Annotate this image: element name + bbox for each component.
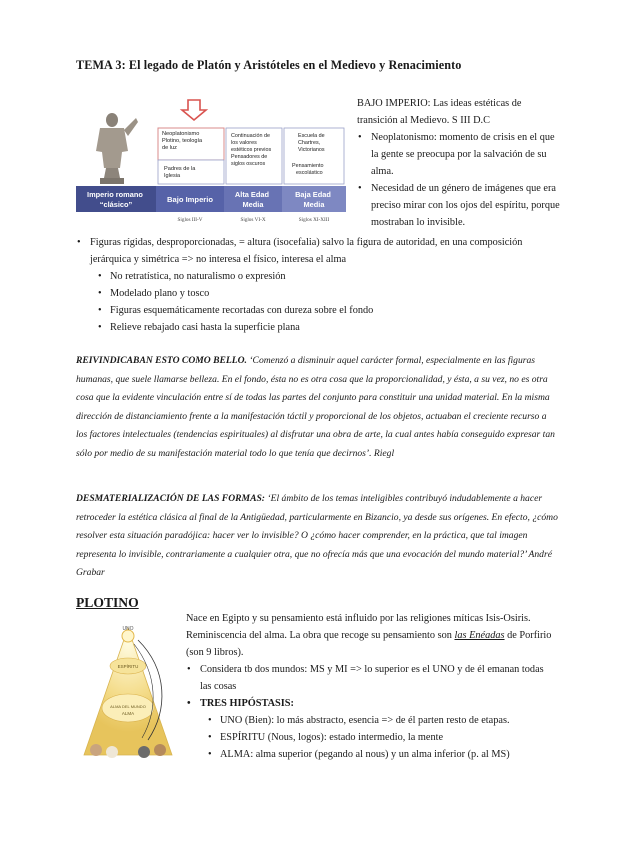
period-baja-edad-media: Baja Edad Media (295, 190, 331, 209)
alma-mundo-label: ALMA DEL MUNDO (110, 704, 146, 709)
list-item: • No retratística, no naturalismo o expresión (98, 268, 554, 285)
reivindicaban-text: ‘Comenzó a disminuir aquel carácter formal, especialmente en las figuras humanas, que suele llamarse belleza. En el fondo, ésta no es otra cosa que la proporcionalidad, y ésta, a su vez, no es otra cosa que la evidente vinculación entre sí de todas las partes del conjunto para constituir una unidad material. En la misma dirección de distanciamiento frente a la manifestación táctil y proporcional de los objetos, actuaban el creciente recurso a los factores intelectuales (tendencias espirituales) al disfrutar una obra de arte, la cual antes había conseguido expresar tan sólo por medio de su manifestación material todo lo que tenía que decirnos’. Riegl (76, 355, 555, 459)
period-bajo-imperio: Bajo Imperio (167, 195, 213, 204)
list-item: • Necesidad de un género de imágenes que era preciso mirar con los ojos del espíritu, porque mostraban lo invisible. (357, 180, 562, 231)
eneadas-title: las Enéadas (454, 630, 505, 641)
bajo-imperio-intro: BAJO IMPERIO: Las ideas estéticas de transición al Medievo. S III D.C (357, 98, 522, 126)
list-item: • Figuras esquemáticamente recortadas con dureza sobre el fondo (98, 302, 554, 319)
list-item: • Considera tb dos mundos: MS y MI => lo superior es el UNO y de él emanan todas las cosas (186, 661, 556, 695)
plotino-section (186, 610, 556, 763)
box-escuela-chartres: Escuela de Chartres, Victorianos (298, 133, 325, 153)
uno-label: UNO (122, 626, 134, 632)
desmaterializacion-paragraph (76, 490, 559, 583)
list-item: • ALMA: alma superior (pegando al nous) y un alma inferior (p. al MS) (208, 746, 556, 763)
box-padres-iglesia: Padres de la Iglesia (164, 166, 196, 179)
period-imperio-romano: Imperio romano “clásico” (87, 190, 143, 209)
reivindicaban-label: REIVINDICABAN ESTO COMO BELLO. (76, 355, 247, 366)
desmaterializacion-label: DESMATERIALIZACIÓN DE LAS FORMAS: (76, 493, 265, 504)
plotino-heading: PLOTINO (76, 595, 139, 610)
plotino-intro: Nace en Egipto y su pensamiento está influido por las religiones míticas Isis-Osiris. Reminiscencia del alma. La obra que recoge su pensamiento son las Enéadas de Porfirio (son 9 libros). (186, 613, 552, 658)
century-label-3: Siglos XI-XIII (298, 217, 330, 223)
list-item: • Relieve rebajado casi hasta la superficie plana (98, 319, 554, 336)
plotino-hypostasis-image (78, 620, 178, 770)
list-item: • ESPÍRITU (Nous, logos): estado intermedio, la mente (208, 729, 556, 746)
list-item: • Figuras rígidas, desproporcionadas, = altura (isocefalia) salvo la figura de autoridad, en una composición jerárquica y simétrica => no interesa el físico, interesa el alma (76, 234, 554, 268)
century-label-2: Siglos VI-X (240, 217, 266, 223)
red-down-arrow-icon (182, 100, 206, 120)
list-item: • TRES HIPÓSTASIS: (186, 695, 556, 712)
historical-periods-diagram (76, 96, 346, 226)
list-item: • Neoplatonismo: momento de crisis en el que la gente se preocupa por la salvación de su alma. (357, 129, 562, 180)
page-title: TEMA 3: El legado de Platón y Aristóteles en el Medievo y Renacimiento (76, 58, 462, 72)
espiritu-label: ESPÍRITU (117, 664, 139, 669)
alma-label: ALMA (121, 711, 135, 716)
reivindicaban-paragraph (76, 352, 559, 464)
box-neoplatonismo: Neoplatonismo Plotino, teología de luz (162, 131, 203, 151)
bajo-imperio-section (357, 95, 562, 231)
desmaterializacion-text: ‘El ámbito de los temas inteligibles contribuyó indudablemente a hacer retroceder la estética clásica al final de la Antigüedad, particularmente en Bizancio, ya desde sus orígenes. En efecto, ¿cómo resolver esta situación paradójica: hacer ver lo invisible? O ¿cómo hacer comprender, en la práctica, que tal imagen representa lo invisible, contrariamente a cualquier otra, que no ofrecía más que una evocación del mundo material?’ André Grabar (76, 493, 558, 579)
roman-statue-image (96, 113, 138, 184)
list-item: • UNO (Bien): lo más abstracto, esencia => de él parten resto de etapas. (208, 712, 556, 729)
box-pensamiento-escolastico: Pensamiento escolástico (292, 163, 324, 176)
period-alta-edad-media: Alta Edad Media (234, 190, 270, 209)
list-item: • Modelado plano y tosco (98, 285, 554, 302)
box-continuacion: Continuación de los valores estéticos previos Pensadores de siglos oscuros (231, 133, 272, 167)
figuras-section (76, 234, 554, 336)
century-label-1: Siglos III-V (177, 217, 203, 223)
